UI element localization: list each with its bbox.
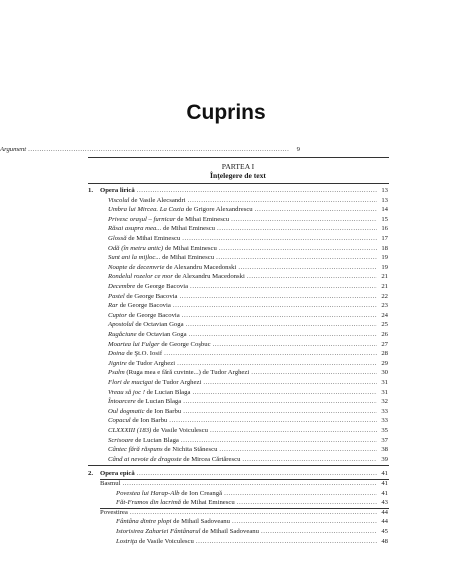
toc-label <box>116 537 194 547</box>
work-title: Copacul <box>108 417 131 425</box>
toc-section-line[interactable] <box>88 186 388 196</box>
dot-leader <box>224 489 377 499</box>
work-author: de Şt.O. Iosif <box>124 350 163 358</box>
toc-label <box>108 330 187 340</box>
toc-label <box>108 215 229 225</box>
toc-page-number: 41 <box>381 480 388 487</box>
work-author: de Vasile Alecsandri <box>129 196 186 204</box>
work-author: de Mihai Eminescu <box>175 215 230 223</box>
toc-page-number: 43 <box>381 499 388 507</box>
work-author: de George Bacovia <box>135 283 189 290</box>
part-heading <box>88 163 388 180</box>
toc-label <box>108 340 211 350</box>
toc-entry-line[interactable] <box>116 498 388 508</box>
toc-page-number: 18 <box>381 244 388 252</box>
work-author: de Alexandru Macedonski <box>172 273 245 281</box>
work-title: Cântec fără răspuns <box>108 446 163 454</box>
section-title: Opera lirică <box>100 187 135 194</box>
part-title: PARTEA I <box>221 162 255 171</box>
work-author: de Mihai Eminescu <box>181 499 235 507</box>
work-author: de Lucian Blaga <box>133 436 179 444</box>
toc-entry-line[interactable] <box>116 517 388 527</box>
toc-page-number: 32 <box>381 398 388 406</box>
toc-page-number: 45 <box>381 528 388 535</box>
argument-label: Argument <box>0 146 27 153</box>
work-author: de Octavian Goga <box>133 321 184 329</box>
toc-page-number: 26 <box>381 331 388 338</box>
work-author: de Vasile Voiculescu <box>137 537 194 545</box>
work-author: de Ion Creangă <box>179 489 223 497</box>
toc-entry-line[interactable] <box>116 537 388 547</box>
work-title: Privesc oraşul – furnicar <box>108 215 176 223</box>
dot-leader <box>247 272 377 282</box>
toc-entry-line[interactable] <box>116 527 388 537</box>
divider <box>88 183 389 184</box>
section-number: 2. <box>88 470 94 478</box>
dot-leader <box>217 224 377 234</box>
toc-label <box>108 320 184 330</box>
dot-leader <box>237 498 377 508</box>
toc-entry-line[interactable] <box>108 340 388 350</box>
toc-label <box>116 489 222 499</box>
toc-entry-line[interactable] <box>116 489 388 499</box>
section-title: Opera epică <box>100 470 135 478</box>
toc-label <box>116 527 259 537</box>
toc-label <box>108 445 217 455</box>
toc-page-number: 21 <box>381 273 388 281</box>
toc-entry-line[interactable] <box>108 224 388 234</box>
toc-entry-line[interactable] <box>108 397 388 407</box>
toc-page-number: 17 <box>381 235 388 242</box>
dot-leader <box>213 340 377 350</box>
dot-leader <box>164 349 377 359</box>
section-number: 1. <box>88 187 94 194</box>
toc-label <box>108 224 215 234</box>
divider <box>88 157 389 158</box>
toc-label <box>88 469 135 479</box>
dot-leader <box>203 378 377 388</box>
toc-label <box>108 378 201 388</box>
toc-page-number: 37 <box>381 436 388 444</box>
dot-leader <box>130 508 377 518</box>
work-author: de George Coşbuc <box>159 340 211 348</box>
toc-label <box>108 407 181 417</box>
work-title: Moartea lui Fulger <box>108 340 160 348</box>
toc-subsection-line[interactable] <box>100 508 388 518</box>
work-author: de Mircea Cărtărescu <box>181 455 241 463</box>
dot-leader <box>182 234 377 244</box>
toc-label <box>108 416 167 426</box>
toc-label <box>108 436 179 446</box>
dot-leader <box>183 397 377 407</box>
toc-label <box>108 397 181 407</box>
page-title: Cuprins <box>186 101 266 124</box>
toc-entry-line[interactable] <box>108 368 388 378</box>
work-author: de Grigore Alexandrescu <box>184 206 253 214</box>
work-title: Doina <box>108 350 125 358</box>
toc-label <box>88 186 135 196</box>
toc-label <box>108 263 236 273</box>
work-title: Scrisoare <box>108 436 134 444</box>
work-author: de Ion Barbu <box>144 407 182 415</box>
work-author: de Vasile Voiculescu <box>151 427 208 434</box>
toc-page-number: 41 <box>381 470 388 478</box>
dot-leader <box>173 301 377 311</box>
toc-page-number: 31 <box>381 388 388 396</box>
dot-leader <box>177 359 377 369</box>
toc-label <box>108 234 180 244</box>
toc-label <box>100 508 128 518</box>
work-title: Întoarcere <box>108 398 136 406</box>
dot-leader <box>190 282 377 292</box>
toc-page-number: 29 <box>381 359 388 367</box>
work-author: de Lucian Blaga <box>135 398 182 406</box>
toc-entry-line[interactable] <box>108 301 388 311</box>
toc-page-number: 22 <box>381 292 388 300</box>
dot-leader <box>169 416 377 426</box>
toc-page-number: 38 <box>381 446 388 454</box>
work-title: Glossă <box>108 235 127 242</box>
dot-leader <box>255 205 377 215</box>
work-author: de Mihai Eminescu <box>160 254 215 262</box>
dot-leader <box>137 186 377 196</box>
toc-entry-line[interactable] <box>108 272 388 282</box>
toc-label <box>116 498 235 508</box>
toc-page-number: 23 <box>381 302 388 310</box>
toc-page-number: 24 <box>381 311 388 319</box>
toc-label <box>108 349 162 359</box>
toc-entry-line[interactable] <box>108 445 388 455</box>
work-author: de Octavian Goga <box>136 331 187 338</box>
toc-page-number: 19 <box>381 263 388 271</box>
toc-label <box>108 244 217 254</box>
dot-leader <box>232 517 377 527</box>
toc-entry-line[interactable] <box>108 407 388 417</box>
dot-leader <box>196 537 377 547</box>
work-author: de Mihai Eminescu <box>126 235 181 242</box>
toc-label <box>108 301 171 311</box>
work-title: Flori de mucigai <box>108 379 153 386</box>
dot-leader <box>181 436 377 446</box>
toc-page-number: 39 <box>381 455 388 463</box>
work-author: de George Bacovia <box>124 292 178 300</box>
dot-leader <box>261 527 377 537</box>
dot-leader <box>210 426 377 436</box>
work-title: Făt-Frumos din lacrimă <box>116 499 182 507</box>
toc-label <box>108 272 245 282</box>
dot-leader <box>122 479 377 489</box>
work-title: Fântâna dintre plopi <box>116 518 172 526</box>
work-author: de George Bacovia <box>118 302 171 310</box>
work-title: Psalm <box>108 369 125 377</box>
work-author: de Tudor Arghezi <box>152 379 202 386</box>
toc-entry-line[interactable] <box>108 263 388 273</box>
toc-label <box>108 205 253 215</box>
dot-leader <box>219 445 377 455</box>
dot-leader <box>183 407 377 417</box>
dot-leader <box>180 292 377 302</box>
toc-section-line[interactable] <box>88 469 388 479</box>
toc-page-number: 13 <box>381 196 388 204</box>
toc-label <box>108 282 188 292</box>
toc-entry-line[interactable] <box>108 311 388 321</box>
work-title: Pastel <box>108 292 125 300</box>
dot-leader <box>231 215 377 225</box>
toc-label <box>108 196 186 206</box>
toc-page-number: 33 <box>381 407 388 415</box>
toc-page-number: 15 <box>381 215 388 223</box>
toc-entry-line[interactable] <box>108 205 388 215</box>
toc-page-number: 13 <box>381 187 388 194</box>
work-title: Răsai asupra mea... <box>108 225 162 233</box>
toc-entry-line[interactable] <box>108 359 388 369</box>
toc-page-number: 16 <box>381 225 388 233</box>
dot-leader <box>189 330 377 340</box>
dot-leader <box>242 455 377 465</box>
work-title: Rondelul rozelor ce mor <box>108 273 173 281</box>
work-title: Vreau să joc ! <box>108 388 145 396</box>
work-author: de Tudor Arghezi <box>126 359 176 367</box>
toc-entry-line[interactable] <box>108 416 388 426</box>
toc-label <box>108 426 208 436</box>
work-title: Umbra lui Mircea. La Cozia <box>108 206 185 214</box>
toc-page-number: 31 <box>381 379 388 386</box>
toc-entry-line[interactable] <box>108 282 388 292</box>
work-title: Rar <box>108 302 119 310</box>
toc-page-number: 19 <box>381 254 388 262</box>
toc-entry-line[interactable] <box>108 455 388 465</box>
subsection-title: Povestirea <box>100 508 128 516</box>
toc-page-number: 27 <box>381 340 388 348</box>
work-author: de Mihai Eminescu <box>161 225 216 233</box>
work-title: Sunt ani la mijloc... <box>108 254 161 262</box>
work-title: Apostolul <box>108 321 134 329</box>
work-title: Cuptor <box>108 311 127 319</box>
work-author: de Lucian Blaga <box>144 388 191 396</box>
toc-entry-line[interactable] <box>108 253 388 263</box>
toc-entry-line[interactable] <box>108 234 388 244</box>
work-title: CLXXXIII (183) <box>108 427 152 434</box>
dot-leader <box>192 388 377 398</box>
toc-page-number: 30 <box>381 369 388 377</box>
work-author: de Mihail Sadoveanu <box>171 518 230 526</box>
argument-page: 9 <box>296 146 300 153</box>
toc-page-number: 21 <box>381 283 388 290</box>
work-title: Rugăciune <box>108 331 137 338</box>
work-title: Oul dogmatic <box>108 407 145 415</box>
work-title: Povestea lui Harap-Alb <box>116 489 180 497</box>
dot-leader <box>186 320 377 330</box>
toc-label <box>108 388 190 398</box>
work-author: (Ruga mea e fără cuvinte...) de Tudor Arghezi <box>124 369 250 377</box>
work-title: Decembre <box>108 283 136 290</box>
toc-page-number: 25 <box>381 321 388 329</box>
dot-leader <box>216 253 377 263</box>
work-title: Jignire <box>108 359 127 367</box>
subsection-title: Basmul <box>100 480 121 487</box>
toc-entry-line[interactable] <box>108 426 388 436</box>
toc-label <box>108 359 175 369</box>
work-author: de Alexandru Macedonski <box>164 263 237 271</box>
toc-page-number: 14 <box>381 206 388 214</box>
work-author: de Mihai Eminescu <box>163 244 217 252</box>
dot-leader <box>219 244 377 254</box>
divider <box>88 465 389 466</box>
toc-label <box>108 311 180 321</box>
toc-page-number: 28 <box>381 350 388 358</box>
toc-entry-line[interactable] <box>108 292 388 302</box>
work-author: de Mihail Sadoveanu <box>200 528 259 535</box>
toc-label <box>108 455 240 465</box>
work-title: Viscolul <box>108 196 130 204</box>
toc-entry-line[interactable] <box>108 378 388 388</box>
work-title: Când ai nevoie de dragoste <box>108 455 182 463</box>
toc-entry-line[interactable] <box>108 320 388 330</box>
toc-entry-line[interactable] <box>108 215 388 225</box>
work-author: de Ion Barbu <box>130 417 168 425</box>
work-title: Noapte de decemvrie <box>108 263 165 271</box>
toc-entry-line[interactable] <box>108 349 388 359</box>
toc-subsection-line[interactable] <box>100 479 388 489</box>
dot-leader <box>137 469 377 479</box>
toc-page-number: 44 <box>381 518 388 526</box>
toc-label <box>100 479 120 489</box>
toc-entry-line[interactable] <box>108 388 388 398</box>
toc-label <box>116 517 230 527</box>
work-author: de Nichita Stănescu <box>162 446 218 454</box>
toc-page-number: 44 <box>381 508 388 516</box>
work-author: de George Bacovia <box>126 311 180 319</box>
dot-leader <box>251 368 377 378</box>
toc-label <box>108 253 214 263</box>
work-title: Lostriţa <box>116 537 138 545</box>
toc-entry-line[interactable] <box>108 196 388 206</box>
toc-entry-line[interactable] <box>108 436 388 446</box>
dot-leader <box>238 263 377 273</box>
toc-page-number: 33 <box>381 417 388 425</box>
dot-leader <box>182 311 377 321</box>
dot-leader <box>28 145 289 155</box>
toc-label <box>108 368 249 378</box>
work-title: Istorisirea Zahariei Fântânarul <box>116 528 201 535</box>
toc-page-number: 35 <box>381 427 388 434</box>
toc-entry-line[interactable] <box>108 244 388 254</box>
work-title: Odă (în metru antic) <box>108 244 164 252</box>
toc-page-number: 48 <box>381 537 388 545</box>
toc-entry-line[interactable] <box>108 330 388 340</box>
part-subtitle: Înţelegere de text <box>210 170 266 180</box>
dot-leader <box>188 196 377 206</box>
toc-argument-line[interactable] <box>0 145 300 155</box>
toc-page-number: 41 <box>381 489 388 497</box>
toc-label <box>108 292 178 302</box>
